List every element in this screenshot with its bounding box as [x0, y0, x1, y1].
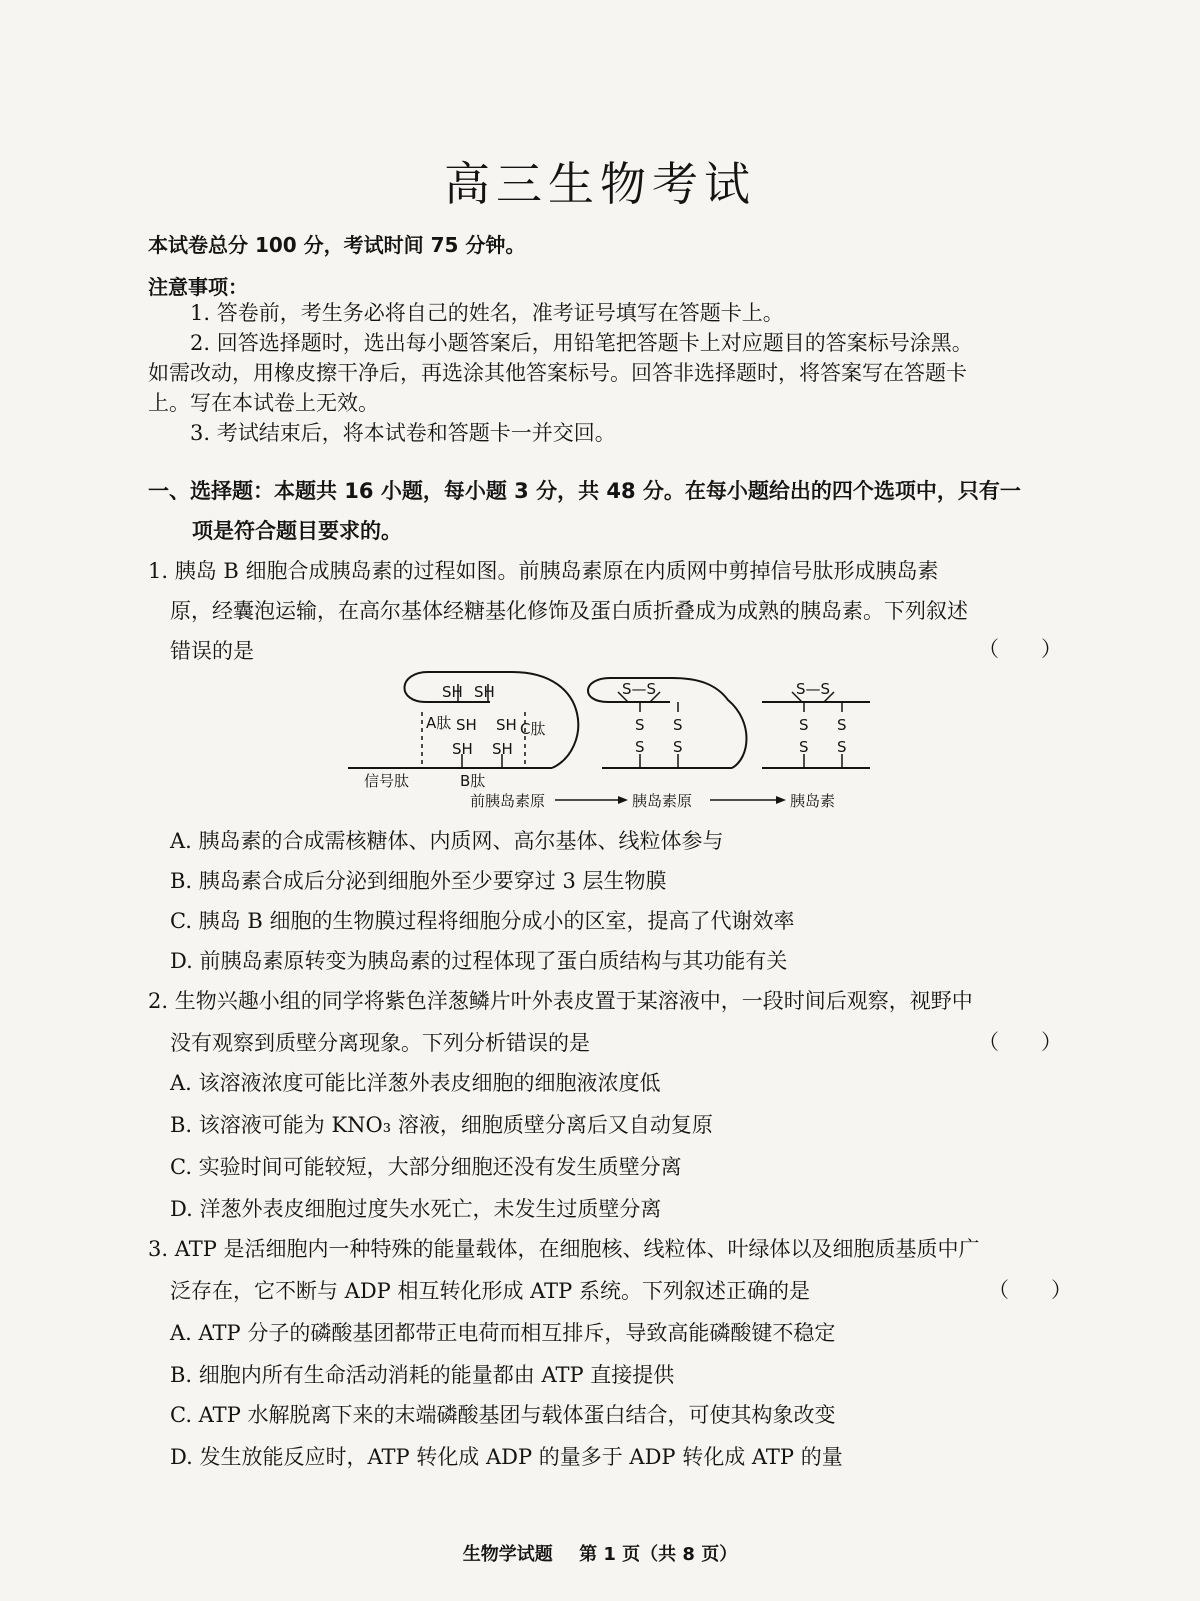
- q2-option-b: B. 该溶液可能为 KNO₃ 溶液，细胞质壁分离后又自动复原: [170, 1113, 713, 1137]
- q2-stem: 没有观察到质壁分离现象。下列分析错误的是: [170, 1031, 590, 1055]
- q3-option-c: C. ATP 水解脱离下来的末端磷酸基团与载体蛋白结合，可使其构象改变: [170, 1403, 836, 1427]
- q2-option-c: C. 实验时间可能较短，大部分细胞还没有发生质壁分离: [170, 1155, 682, 1179]
- notice-item: 2. 回答选择题时，选出每小题答案后，用铅笔把答题卡上对应题目的答案标号涂黑。: [190, 331, 973, 355]
- notice-item: 上。写在本试卷上无效。: [148, 391, 379, 415]
- footer-page-number: 第 1 页（共 8 页）: [579, 1544, 738, 1565]
- notice-item: 如需改动，用橡皮擦干净后，再选涂其他答案标号。回答非选择题时，将答案写在答题卡: [148, 361, 967, 385]
- diagram-label-signal-peptide: 信号肽: [364, 772, 410, 790]
- diagram-label-sh: SH: [442, 683, 463, 701]
- insulin-synthesis-diagram: [330, 662, 900, 812]
- q1-option-d: D. 前胰岛素原转变为胰岛素的过程体现了蛋白质结构与其功能有关: [170, 949, 788, 973]
- notice-item: 1. 答卷前，考生务必将自己的姓名，准考证号填写在答题卡上。: [190, 301, 784, 325]
- q2-answer-paren: （ ）: [978, 1030, 1062, 1054]
- diagram-stage-proinsulin: 胰岛素原: [632, 792, 693, 810]
- q1-option-a: A. 胰岛素的合成需核糖体、内质网、高尔基体、线粒体参与: [170, 829, 724, 853]
- diagram-label-s: S: [635, 716, 645, 734]
- diagram-label-a-peptide: A肽: [426, 714, 452, 732]
- section-heading: 一、选择题：本题共 16 小题，每小题 3 分，共 48 分。在每小题给出的四个选项中，只有一: [148, 479, 1021, 503]
- q3-stem: 3. ATP 是活细胞内一种特殊的能量载体，在细胞核、线粒体、叶绿体以及细胞质基质中广: [148, 1237, 980, 1261]
- diagram-label-s: S: [799, 716, 809, 734]
- q1-option-c: C. 胰岛 B 细胞的生物膜过程将细胞分成小的区室，提高了代谢效率: [170, 909, 795, 933]
- q3-option-d: D. 发生放能反应时，ATP 转化成 ADP 的量多于 ADP 转化成 ATP 的量: [170, 1445, 843, 1469]
- q2-option-d: D. 洋葱外表皮细胞过度失水死亡，未发生过质壁分离: [170, 1197, 662, 1221]
- exam-title: 高三生物考试: [444, 157, 756, 211]
- diagram-label-ss: S—S: [796, 680, 831, 698]
- diagram-label-sh: SH: [474, 683, 495, 701]
- exam-info: 本试卷总分 100 分，考试时间 75 分钟。: [148, 233, 526, 257]
- q1-stem: 1. 胰岛 B 细胞合成胰岛素的过程如图。前胰岛素原在内质网中剪掉信号肽形成胰岛素: [148, 559, 939, 583]
- diagram-label-s: S: [635, 738, 645, 756]
- section-heading-cont: 项是符合题目要求的。: [192, 519, 402, 543]
- q3-stem: 泛存在，它不断与 ADP 相互转化形成 ATP 系统。下列叙述正确的是: [170, 1279, 810, 1303]
- diagram-label-c-peptide: C肽: [520, 720, 546, 738]
- q3-option-a: A. ATP 分子的磷酸基团都带正电荷而相互排斥，导致高能磷酸键不稳定: [170, 1321, 836, 1345]
- diagram-label-sh: SH: [456, 716, 477, 734]
- diagram-label-sh: SH: [492, 740, 513, 758]
- q2-option-a: A. 该溶液浓度可能比洋葱外表皮细胞的细胞液浓度低: [170, 1071, 661, 1095]
- q2-stem: 2. 生物兴趣小组的同学将紫色洋葱鳞片叶外表皮置于某溶液中，一段时间后观察，视野中: [148, 989, 973, 1013]
- notice-heading: 注意事项：: [148, 275, 248, 299]
- q1-stem: 错误的是: [170, 639, 254, 663]
- footer-subject: 生物学试题: [462, 1544, 553, 1565]
- notice-item: 3. 考试结束后，将本试卷和答题卡一并交回。: [190, 421, 616, 445]
- diagram-label-s: S: [837, 716, 847, 734]
- diagram-label-sh: SH: [496, 716, 517, 734]
- diagram-label-s: S: [837, 738, 847, 756]
- q3-option-b: B. 细胞内所有生命活动消耗的能量都由 ATP 直接提供: [170, 1363, 675, 1387]
- diagram-label-b-peptide: B肽: [460, 772, 486, 790]
- diagram-label-sh: SH: [452, 740, 473, 758]
- diagram-label-s: S: [673, 738, 683, 756]
- diagram-label-s: S: [673, 716, 683, 734]
- q1-answer-paren: （ ）: [978, 637, 1062, 661]
- diagram-label-ss: S—S: [622, 680, 657, 698]
- q1-option-b: B. 胰岛素合成后分泌到细胞外至少要穿过 3 层生物膜: [170, 869, 667, 893]
- q3-answer-paren: （ ）: [988, 1278, 1072, 1302]
- q1-stem: 原，经囊泡运输，在高尔基体经糖基化修饰及蛋白质折叠成为成熟的胰岛素。下列叙述: [170, 599, 968, 623]
- diagram-stage-insulin: 胰岛素: [790, 792, 836, 810]
- diagram-stage-preproinsulin: 前胰岛素原: [470, 792, 546, 810]
- diagram-label-s: S: [799, 738, 809, 756]
- page-footer: [0, 1540, 1200, 1566]
